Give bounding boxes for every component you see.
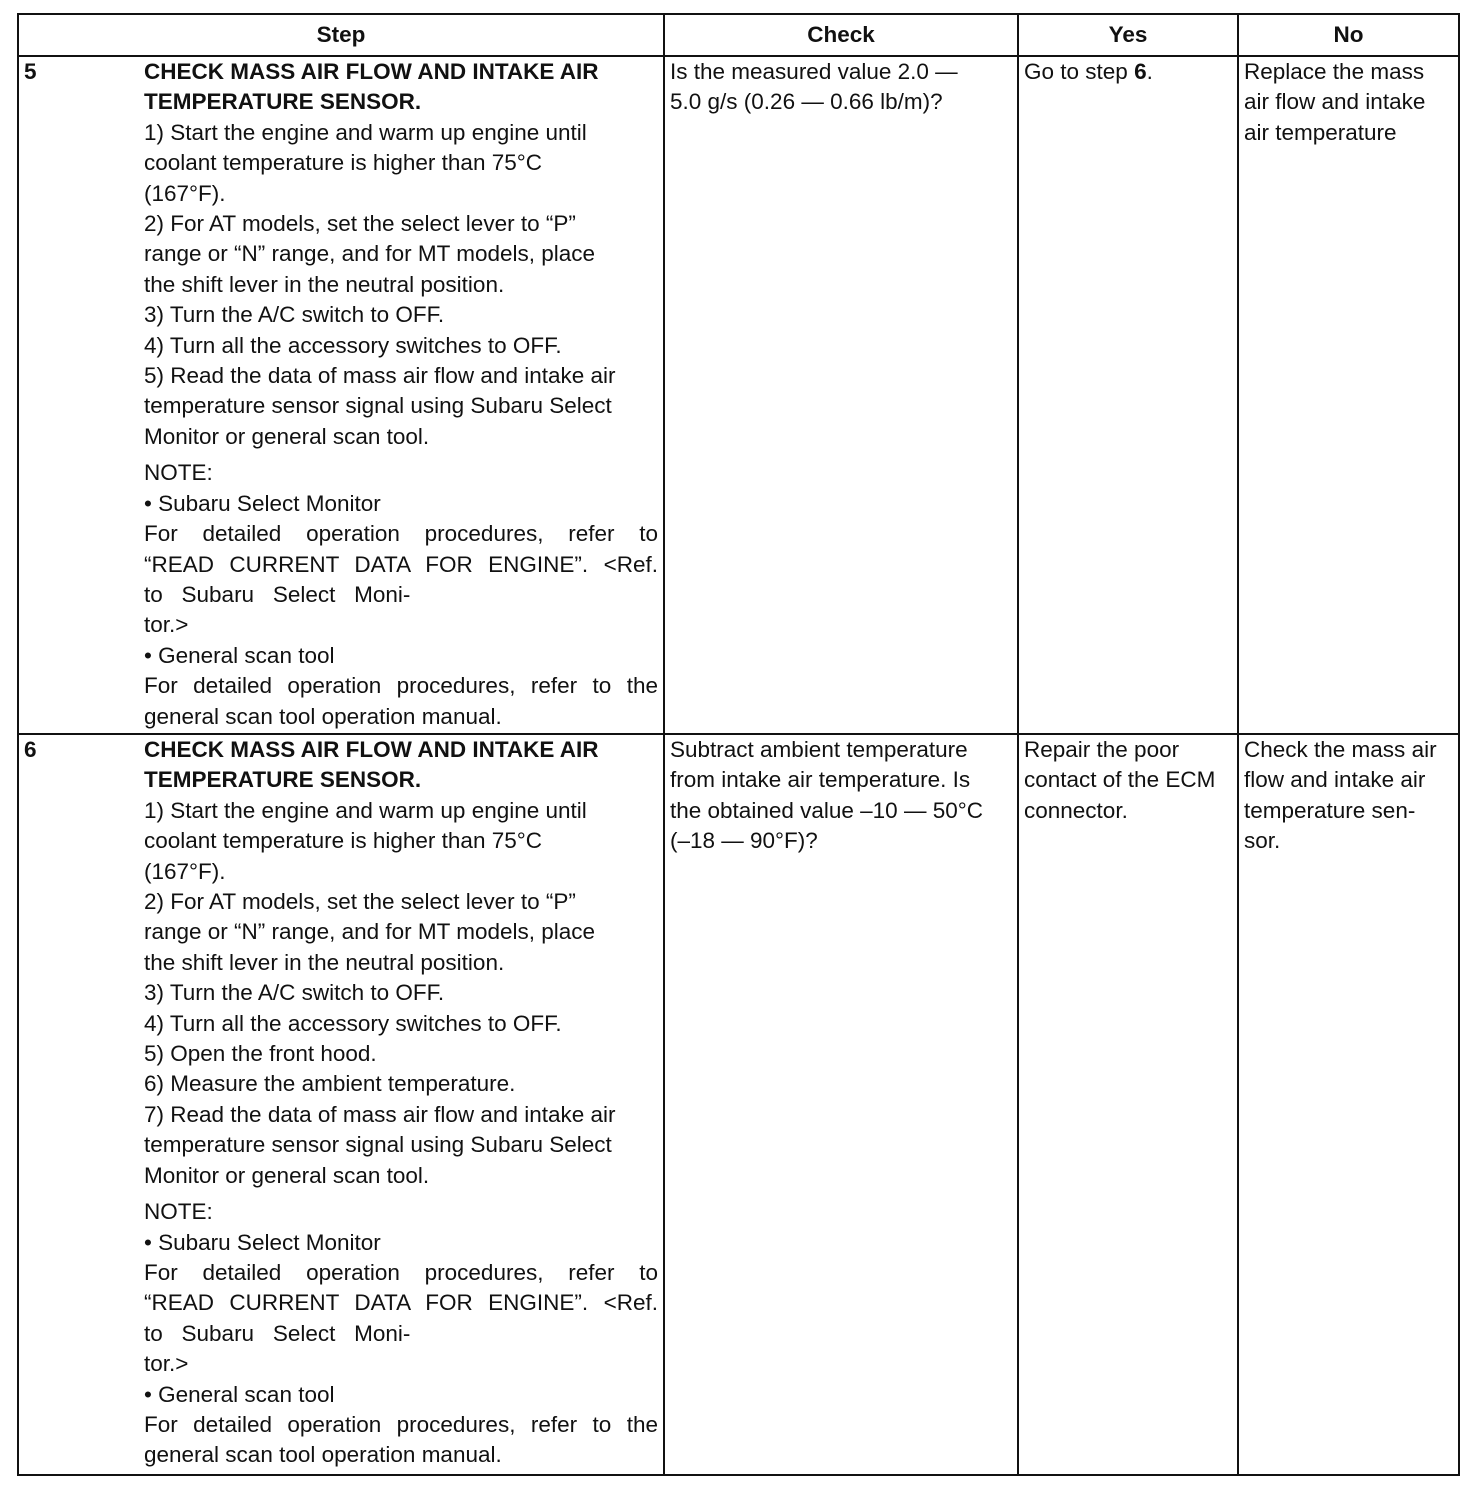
step-number: 6 — [24, 737, 37, 762]
step-content — [144, 57, 658, 732]
step-cell — [18, 56, 664, 734]
header-row — [18, 14, 1459, 56]
check-line: Is the measured value 2.0 — — [670, 59, 958, 84]
step-line: coolant temperature is higher than 75°C — [144, 150, 542, 176]
step-line: temperature sensor signal using Subaru Select — [144, 1132, 612, 1158]
header-no: No — [1238, 14, 1459, 56]
no-line: Replace the mass — [1244, 59, 1425, 84]
step-line: 3) Turn the A/C switch to OFF. — [144, 980, 445, 1006]
yes-line — [1024, 57, 1232, 87]
yes-line: Repair the poor — [1024, 737, 1180, 762]
step-line: (167°F). — [144, 180, 226, 206]
note-line: tor.> — [144, 1351, 189, 1377]
step-line: 2) For AT models, set the select lever to “P” — [144, 211, 576, 237]
no-cell — [1238, 734, 1459, 1475]
note-line: For detailed operation procedures, refer to — [144, 521, 658, 547]
step-line: 4) Turn all the accessory switches to OFF. — [144, 332, 562, 358]
note-line: “READ CURRENT DATA FOR ENGINE”. <Ref. — [144, 1290, 658, 1316]
note-line: For detailed operation procedures, refer to — [144, 1259, 658, 1285]
step-line: 4) Turn all the accessory switches to OFF. — [144, 1010, 562, 1036]
yes-prefix: Go to step — [1024, 59, 1135, 84]
step-line: 7) Read the data of mass air flow and intake air — [144, 1101, 616, 1127]
step-line: 6) Measure the ambient temperature. — [144, 1071, 516, 1097]
step-content — [144, 735, 658, 1471]
step-cell — [18, 734, 664, 1475]
step-title: TEMPERATURE SENSOR. — [144, 89, 422, 115]
step-line: 2) For AT models, set the select lever to “P” — [144, 889, 576, 915]
step-line: temperature sensor signal using Subaru Select — [144, 393, 612, 419]
note-line: tor.> — [144, 612, 189, 638]
check-line: 5.0 g/s (0.26 — 0.66 lb/m)? — [670, 89, 943, 115]
diagnostic-table — [17, 13, 1460, 1476]
no-line: Check the mass air — [1244, 737, 1437, 762]
step-line: 1) Start the engine and warm up engine until — [144, 797, 587, 823]
note-line: to Subaru Select Moni- — [144, 1320, 411, 1346]
step-title: CHECK MASS AIR FLOW AND INTAKE AIR — [144, 737, 599, 762]
step-line: (167°F). — [144, 858, 226, 884]
header-yes: Yes — [1018, 14, 1238, 56]
check-cell — [664, 734, 1018, 1475]
header-check: Check — [664, 14, 1018, 56]
note-line: For detailed operation procedures, refer to the — [144, 1411, 658, 1437]
step-line: 5) Open the front hood. — [144, 1041, 377, 1067]
check-cell — [664, 56, 1018, 734]
step-title: CHECK MASS AIR FLOW AND INTAKE AIR — [144, 59, 599, 84]
step-line: 5) Read the data of mass air flow and intake air — [144, 363, 616, 389]
note-bullet: • General scan tool — [144, 642, 335, 668]
check-line: from intake air temperature. Is — [670, 767, 971, 793]
note-bullet: • Subaru Select Monitor — [144, 1229, 381, 1255]
no-line: temperature sen- — [1244, 797, 1416, 823]
check-line: (–18 — 90°F)? — [670, 828, 818, 854]
note-line: general scan tool operation manual. — [144, 1442, 502, 1468]
step-line: range or “N” range, and for MT models, place — [144, 919, 596, 945]
step-line: coolant temperature is higher than 75°C — [144, 828, 542, 854]
table-row — [18, 56, 1459, 734]
note-line: to Subaru Select Moni- — [144, 581, 411, 607]
step-title: TEMPERATURE SENSOR. — [144, 767, 422, 793]
no-line: sor. — [1244, 828, 1281, 854]
note-line: general scan tool operation manual. — [144, 703, 502, 729]
step-line: the shift lever in the neutral position. — [144, 949, 505, 975]
no-line: air temperature — [1244, 119, 1397, 145]
yes-cell — [1018, 734, 1238, 1475]
yes-step-ref: 6 — [1134, 59, 1147, 84]
header-step: Step — [18, 14, 664, 56]
step-line: Monitor or general scan tool. — [144, 423, 430, 449]
note-line: “READ CURRENT DATA FOR ENGINE”. <Ref. — [144, 551, 658, 577]
note-label: NOTE: — [144, 460, 213, 486]
note-label: NOTE: — [144, 1199, 213, 1225]
yes-cell — [1018, 56, 1238, 734]
yes-suffix: . — [1146, 59, 1153, 84]
step-line: 3) Turn the A/C switch to OFF. — [144, 302, 445, 328]
yes-line: contact of the ECM — [1024, 767, 1216, 793]
check-line: Subtract ambient temperature — [670, 737, 968, 762]
step-line: the shift lever in the neutral position. — [144, 271, 505, 297]
no-line: flow and intake air — [1244, 767, 1426, 793]
note-bullet: • Subaru Select Monitor — [144, 490, 381, 516]
table-row — [18, 734, 1459, 1475]
note-bullet: • General scan tool — [144, 1381, 335, 1407]
step-line: 1) Start the engine and warm up engine until — [144, 119, 587, 145]
step-number: 5 — [24, 59, 37, 84]
no-cell — [1238, 56, 1459, 734]
note-line: For detailed operation procedures, refer to the — [144, 673, 658, 699]
no-line: air flow and intake — [1244, 89, 1426, 115]
yes-line: connector. — [1024, 797, 1128, 823]
check-line: the obtained value –10 — 50°C — [670, 797, 983, 823]
step-line: range or “N” range, and for MT models, place — [144, 241, 596, 267]
step-line: Monitor or general scan tool. — [144, 1162, 430, 1188]
